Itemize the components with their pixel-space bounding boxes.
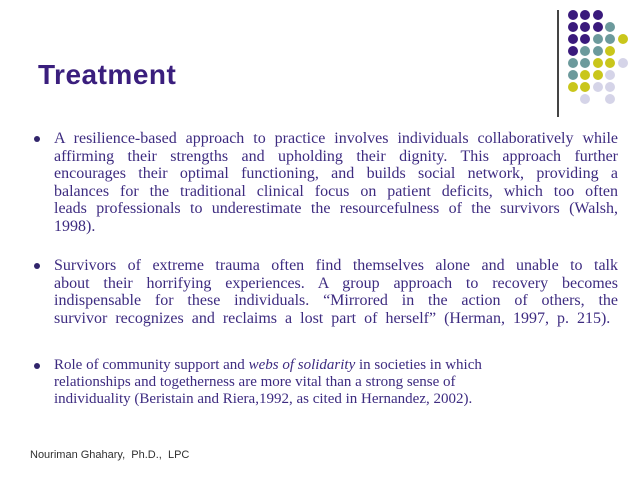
bullet-icon [34, 363, 40, 369]
dot [580, 46, 590, 56]
dot [593, 10, 603, 20]
dot-grid [568, 10, 634, 110]
dot [580, 10, 590, 20]
dot [580, 58, 590, 68]
footer-text: Nouriman Ghahary, Ph.D., LPC [30, 449, 190, 461]
dot [568, 22, 578, 32]
dot [618, 58, 628, 68]
dot [568, 46, 578, 56]
dot [605, 70, 615, 80]
dot [593, 58, 603, 68]
dot [605, 94, 615, 104]
dot [605, 82, 615, 92]
bullet-text: A resilience-based approach to practice involves individuals collaboratively while affirming their strengths and upholding their dignity. This approach further encourages their optimal functioning, and builds social network, providing a balances for the traditional clinical focus on patient deficits, which too often leads professionals to underestimate the resourcefulness of the survivors (Walsh, 1998). [54, 130, 618, 235]
bullet-item-1 [33, 130, 618, 235]
dot [580, 82, 590, 92]
accent-line [557, 10, 559, 117]
dot [568, 10, 578, 20]
bullet-icon [34, 263, 40, 269]
dot [593, 82, 603, 92]
dot [568, 58, 578, 68]
bullet-list [33, 130, 618, 408]
bullet-icon [34, 136, 40, 142]
dot [568, 34, 578, 44]
bullet-text: in societies in which relationships and togetherness are more vital than a strong sense of individuality (Beristain and Riera,1992, as cited in Hernandez, 2002). [54, 357, 482, 407]
dot [568, 82, 578, 92]
bullet-item-3 [33, 357, 516, 408]
dot [568, 70, 578, 80]
dot [593, 70, 603, 80]
dot [580, 70, 590, 80]
bullet-text: Role of community support and [54, 357, 249, 373]
dot [593, 34, 603, 44]
dot [580, 22, 590, 32]
dot [618, 34, 628, 44]
dot [593, 22, 603, 32]
bullet-text: Survivors of extreme trauma often find themselves alone and unable to talk about their horrifying experiences. A group approach to recovery becomes indispensable for these individuals. “Mirrored in the action of others, the survivor recognizes and reclaims a lost part of herself” (Herman, 1997, p. 215). [54, 257, 618, 327]
dot [605, 58, 615, 68]
dot [605, 46, 615, 56]
dot [593, 46, 603, 56]
dot [605, 22, 615, 32]
slide-title: Treatment [38, 59, 177, 90]
bullet-item-2 [33, 257, 618, 327]
bullet-text-italic: webs of solidarity [248, 357, 356, 373]
dot [605, 34, 615, 44]
dot [580, 94, 590, 104]
dot [580, 34, 590, 44]
